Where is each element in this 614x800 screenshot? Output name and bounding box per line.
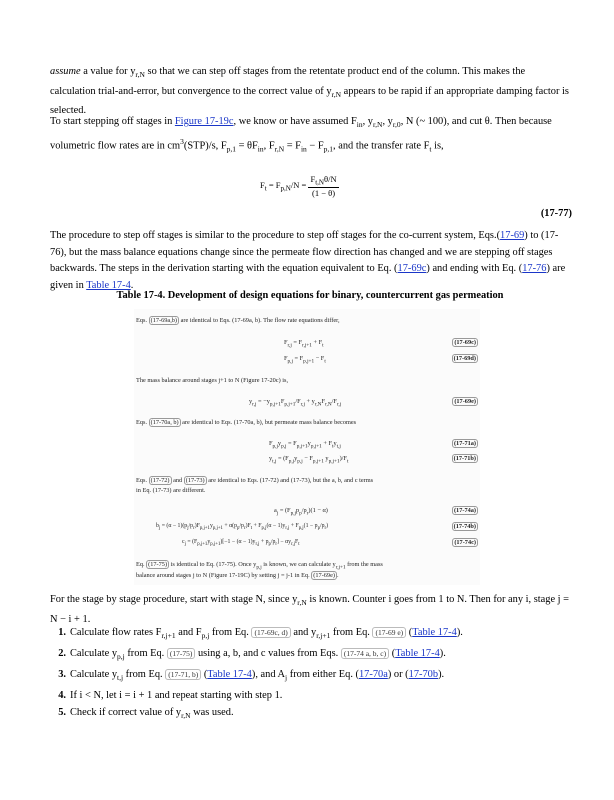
table-line-5: in Eq. (17-73) are different.	[136, 487, 206, 494]
eq-17-71a: $F_{p,j}y_{p,j} = F_{p,j+1}y_{p,j+1} + F_ty_{t,j}$	[269, 440, 341, 450]
tag-17-74b: (17-74b)	[453, 523, 476, 530]
link-eq-17-69c[interactable]: 17-69c	[397, 263, 427, 275]
eq-17-69c: $F_{r,j} = F_{r,j+1} + F_t$	[284, 339, 324, 349]
equation-17-77: $F_t = F_{p,N}/N$ = $\frac{F_{t,N}\theta/N}{(1 - \theta)}$	[260, 174, 337, 198]
paragraph-start-stepping: To start stepping off stages in Figure 17-19c, we know or have assumed $F_{in}$, $y_{r,N}$, $y_{r,0}$, N (~ 100), and cut θ. Then because volumetric flow rates are in $cm^3(STP)/s$, $F_{p,1} = \theta F_{in}$, $F_{r,N} = F_{in} - F_{p,1}$, and the transfer rate $F_t$ is,	[50, 116, 552, 154]
link-eq-17-76[interactable]: 17-76	[522, 263, 547, 275]
paragraph-assume: assume a value for $y_{r,N}$ so that we can step off stages from the retentate product end of the column. This makes the calculation trial-and-error, but convergence to the correct value of $y_{r,N}$ appears to be rapid if an appropriate damping factor is selected.	[50, 66, 569, 117]
table-caption: Table 17-4. Development of design equations for binary, countercurrent gas permeation	[116, 290, 504, 301]
eq-17-74a: $a_j = (F_{p,j}p_p/p_r)(1 - \alpha)$	[274, 507, 328, 517]
eq-17-69d: $F_{p,j} = F_{p,j+1} - F_t$	[284, 355, 326, 365]
table-line-4: Eqs. (17-72) and (17-73) are identical to Eqs. (17-72) and (17-73), but the a, b, and c terms	[136, 477, 374, 484]
link-figure-17-19c[interactable]: Figure 17-19c	[174, 116, 234, 127]
link-table-17-4[interactable]: Table 17-4	[395, 647, 440, 659]
link-eq-17-69[interactable]: 17-69	[500, 230, 525, 241]
step-item: 3. Calculate $y_{t,j}$ from Eq. (17-71, b) (Table 17-4), and $A_j$ from either Eq. (17-70a) or (17-70b).	[58, 668, 445, 682]
tag-17-71a: (17-71a)	[453, 440, 476, 447]
link-eq-17-70a[interactable]: 17-70a	[358, 668, 388, 680]
table-line-1: Eqs. (17-69a,b) are identical to Eqs. (17-69a, b). The flow rate equations differ,	[136, 317, 340, 324]
tag-17-69c: (17-69c)	[454, 339, 476, 346]
tag-17-69d: (17-69d)	[453, 355, 476, 362]
step-item: 4. If i < N, let i = i + 1 and repeat starting with step 1.	[58, 689, 283, 701]
link-table-17-4[interactable]: Table 17-4	[207, 668, 252, 680]
step-item: 1. Calculate flow rates $F_{r,j+1}$ and $F_{p,j}$ from Eq. (17-69c, d) and $y_{r,j+1}$ from Eq. (17-69 e) (Table 17-4).	[58, 627, 463, 641]
steps-list	[50, 624, 580, 725]
tag-17-74c: (17-74c)	[454, 539, 476, 546]
equation-number-17-77: (17-77)	[540, 208, 572, 219]
table-17-4	[134, 309, 480, 585]
paragraph-procedure: The procedure to step off stages is similar to the procedure to step off stages for the co-current system, Eqs.(17-69) to (17-76), but the mass balance equations change since the permeate flow direction has changed and we are stepping off stages backwards. The steps in the derivation starting with the equation equivalent to Eq. (17-69c) and ending with Eq. (17-76) are given in Table 17-4.	[50, 230, 566, 291]
paragraph-stage-procedure: For the stage by stage procedure, start with stage N, since $y_{r,N}$ is known. Counter i goes from 1 to N. Then for any i, stage j = N − i + 1.	[50, 594, 570, 625]
tag-17-71b: (17-71b)	[453, 455, 476, 462]
table-line-7: balance around stages j to N (Figure 17-19C) by setting j = j-1 in Eq. (17-69e) .	[136, 572, 339, 579]
eq-17-69e: $y_{r,j} = -y_{p,j+1}F_{p,j+1}/F_{r,j} + y_{r,N}F_{r,N}/F_{r,j}$	[249, 398, 342, 408]
eq-ref-image: (17-69c, d)	[251, 627, 290, 638]
eq-17-74c: $c_j = (F_{p,j+1}y_{p,j+1})[-1 - (\alpha - 1)y_{r,j} + p_p/p_r] - \alpha y_{r,j}F_t$	[182, 539, 300, 548]
table-line-3: Eqs. (17-70a, b) are identical to Eqs. (17-70a, b), but permeate mass balance becomes	[136, 419, 357, 426]
eq-ref-image: (17-75)	[167, 648, 196, 659]
link-table-17-4[interactable]: Table 17-4	[86, 279, 131, 291]
table-line-2: The mass balance around stages j+1 to N (Figure 17-20c) is,	[136, 377, 289, 384]
tag-17-69e: (17-69e)	[454, 398, 476, 405]
eq-ref-image: (17-71, b)	[165, 669, 201, 680]
eq-17-74b: $b_j = (\alpha - 1)(p_j/p_r)F_{p,j+1}y_{p,j+1} + \alpha(p_p/p_r)F_t + F_{p,j}(\alpha - 1)y_{r,j} + F_{p,j}(1 - p_p/p_r)$	[156, 523, 329, 532]
step-item: 2. Calculate $y_{p,j}$ from Eq. (17-75) using a, b, and c values from Eqs. (17-74 a, b, c) (Table 17-4).	[58, 647, 446, 661]
table-line-6: Eq. (17-75) is identical to Eq. (17-75). Once $y_{p,j}$ is known, we can calculate $y_{r,j+1}$ from the mass	[136, 561, 383, 571]
link-eq-17-70b[interactable]: 17-70b	[408, 668, 439, 680]
eq-17-71b: $y_{t,j} = (F_{p,j}y_{p,j} - F_{p,j+1}$ $y_{p,j+1})/F_t$	[269, 455, 349, 465]
eq-ref-image: (17-69 e)	[372, 627, 406, 638]
eq-ref-image: (17-74 a, b, c)	[341, 648, 389, 659]
link-table-17-4[interactable]: Table 17-4	[412, 627, 457, 638]
tag-17-74a: (17-74a)	[453, 507, 476, 514]
step-item: 5. Check if correct value of $y_{r,N}$ was used.	[58, 707, 234, 721]
